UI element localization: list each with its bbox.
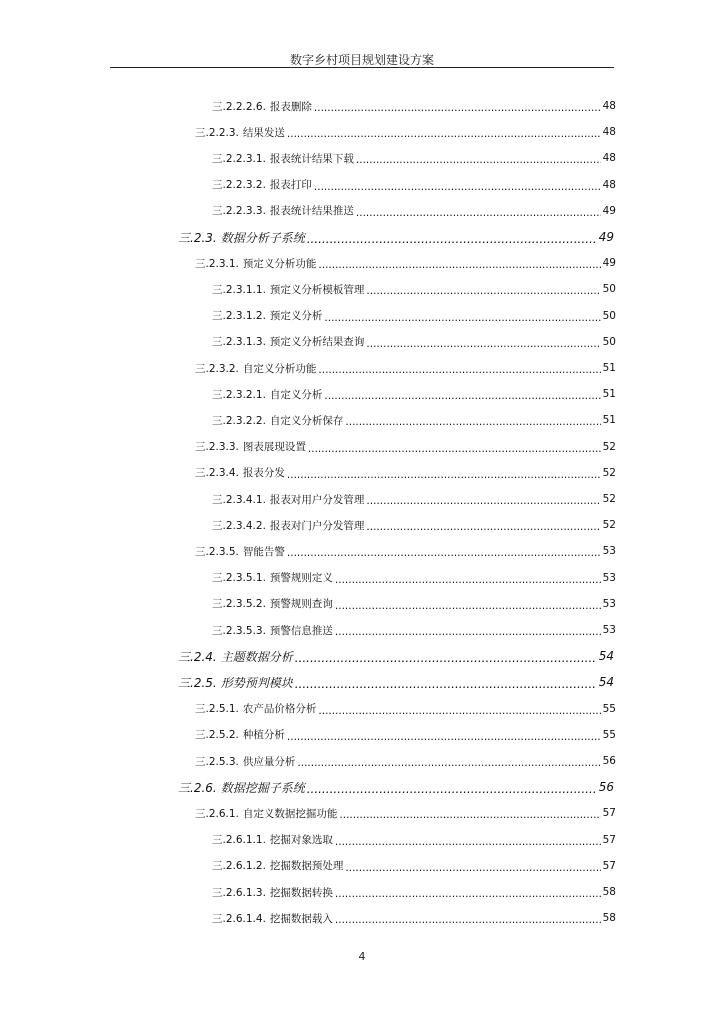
- toc-entry-title: 报表打印: [269, 179, 312, 192]
- toc-entry-number: 三.2.3.4.2.: [212, 519, 266, 532]
- toc-entry[interactable]: [212, 381, 616, 407]
- toc-leader-dots: [314, 102, 601, 114]
- toc-leader-dots: [366, 495, 600, 507]
- toc-entry-number: 三.2.3.2.2.: [212, 414, 266, 427]
- toc-leader-dots: [287, 469, 601, 481]
- toc-entry-number: 三.2.6.: [178, 780, 217, 795]
- toc-entry-number: 三.2.2.3.: [195, 126, 239, 139]
- toc-entry-page: 57: [602, 833, 616, 846]
- toc-entry-number: 三.2.3.5.2.: [212, 598, 266, 611]
- toc-entry-title: 报表统计结果推送: [269, 205, 354, 218]
- toc-entry-number: 三.2.3.1.2.: [212, 310, 266, 323]
- toc-entry-number: 三.2.5.2.: [195, 729, 239, 742]
- toc-leader-dots: [318, 705, 600, 717]
- toc-entry-page: 49: [602, 204, 616, 217]
- toc-entry-title: 预定义分析模板管理: [269, 283, 365, 296]
- toc-entry-page: 57: [602, 859, 616, 872]
- toc-leader-dots: [295, 651, 597, 665]
- toc-leader-dots: [345, 416, 600, 428]
- toc-leader-dots: [335, 836, 601, 848]
- toc-leader-dots: [287, 731, 601, 743]
- toc-entry-title: 形势预判模块: [220, 675, 293, 690]
- toc-entry-page: 49: [598, 230, 614, 244]
- toc-entry-page: 54: [598, 649, 614, 664]
- toc-entry-title: 报表统计结果下载: [269, 152, 354, 165]
- toc-leader-dots: [366, 338, 600, 350]
- toc-entry-title: 自定义分析保存: [269, 414, 344, 427]
- toc-entry-number: 三.2.5.: [178, 675, 217, 690]
- toc-entry-number: 三.2.3.2.: [195, 362, 239, 375]
- toc-entry-title: 农产品价格分析: [242, 703, 317, 716]
- toc-entry-number: 三.2.5.3.: [195, 755, 239, 768]
- toc-entry-title: 挖掘数据载入: [269, 912, 333, 925]
- toc-entry[interactable]: [178, 669, 614, 695]
- toc-entry-page: 50: [602, 335, 616, 348]
- toc-entry[interactable]: [212, 879, 616, 905]
- toc-leader-dots: [324, 312, 600, 324]
- toc-entry-page: 52: [602, 440, 616, 453]
- footer-page-number: 4: [358, 950, 366, 963]
- toc-entry-page: 53: [602, 624, 616, 636]
- toc-entry-number: 三.2.3.3.: [195, 441, 239, 454]
- toc-leader-dots: [345, 862, 600, 874]
- toc-entry-number: 三.2.3.: [178, 230, 217, 245]
- toc-entry-page: 56: [598, 780, 614, 795]
- toc-entry-number: 三.2.3.1.3.: [212, 336, 266, 349]
- toc-entry-number: 三.2.3.4.1.: [212, 493, 266, 506]
- toc-leader-dots: [318, 259, 600, 271]
- toc-entry-title: 结果发送: [242, 126, 285, 139]
- toc-entry[interactable]: [195, 460, 616, 486]
- toc-leader-dots: [324, 390, 600, 402]
- toc-entry-page: 58: [602, 886, 616, 898]
- toc-entry-page: 54: [598, 675, 614, 690]
- toc-leader-dots: [356, 207, 601, 219]
- toc-entry-number: 三.2.6.1.3.: [212, 886, 266, 899]
- toc-entry[interactable]: [212, 827, 616, 853]
- toc-entry-page: 58: [602, 912, 616, 925]
- toc-leader-dots: [339, 809, 600, 821]
- toc-entry-number: 三.2.6.1.2.: [212, 860, 266, 873]
- toc-entry-number: 三.2.6.1.: [195, 807, 239, 820]
- toc-entry[interactable]: [195, 355, 616, 381]
- toc-entry-page: 53: [602, 571, 616, 584]
- toc-entry[interactable]: [178, 643, 614, 669]
- toc-entry-page: 48: [602, 100, 616, 112]
- toc-leader-dots: [295, 677, 597, 691]
- toc-entry-page: 52: [602, 493, 616, 505]
- toc-entry-title: 智能告警: [242, 545, 285, 558]
- toc-entry-title: 种植分析: [242, 729, 285, 742]
- toc-entry-page: 53: [602, 597, 616, 610]
- toc-leader-dots: [335, 574, 601, 586]
- toc-entry[interactable]: [195, 434, 616, 460]
- toc-entry-page: 48: [602, 178, 616, 191]
- toc-entry-page: 52: [602, 519, 616, 532]
- toc-entry[interactable]: [212, 905, 616, 931]
- toc-entry[interactable]: [212, 591, 616, 617]
- toc-leader-dots: [366, 521, 600, 533]
- toc-leader-dots: [335, 600, 601, 612]
- toc-leader-dots: [297, 757, 600, 769]
- toc-entry-number: 三.2.3.5.3.: [212, 624, 266, 637]
- toc-entry-title: 自定义分析功能: [242, 362, 317, 375]
- toc-entry[interactable]: [212, 565, 616, 591]
- toc-entry-number: 三.2.6.1.4.: [212, 912, 266, 925]
- toc-entry-title: 报表对用户分发管理: [269, 493, 365, 506]
- toc-entry[interactable]: [195, 250, 616, 276]
- toc-entry[interactable]: [195, 748, 616, 774]
- toc-entry-title: 主题数据分析: [220, 649, 293, 664]
- toc-entry-title: 图表展现设置: [242, 441, 306, 454]
- toc-entry-page: 50: [602, 309, 616, 322]
- header-title: 数字乡村项目规划建设方案: [289, 53, 434, 67]
- toc-entry-page: 55: [602, 702, 616, 715]
- toc-entry-title: 自定义数据挖掘功能: [242, 807, 338, 820]
- toc-entry-title: 供应量分析: [242, 755, 296, 768]
- toc-entry-page: 49: [602, 257, 616, 270]
- toc-entry-page: 50: [602, 283, 616, 296]
- toc-entry-title: 自定义分析: [269, 388, 323, 401]
- toc-entry[interactable]: [195, 722, 616, 748]
- toc-entry[interactable]: [212, 853, 616, 879]
- toc-entry-number: 三.2.2.3.2.: [212, 179, 266, 192]
- toc-leader-dots: [307, 232, 597, 246]
- toc-entry-number: 三.2.2.2.6.: [212, 100, 266, 113]
- toc-entry-title: 报表分发: [242, 467, 285, 480]
- toc-entry-number: 三.2.2.3.1.: [212, 152, 266, 165]
- toc-entry-title: 报表对门户分发管理: [269, 519, 365, 532]
- toc-entry-number: 三.2.3.1.: [195, 257, 239, 270]
- toc-entry[interactable]: [212, 407, 616, 433]
- toc-entry-number: 三.2.3.5.1.: [212, 572, 266, 585]
- toc-entry-page: 57: [602, 807, 616, 820]
- toc-entry-title: 预警信息推送: [269, 624, 333, 637]
- toc-entry[interactable]: [212, 617, 616, 643]
- toc-entry[interactable]: [212, 172, 616, 198]
- toc-entry-page: 56: [602, 755, 616, 767]
- toc-leader-dots: [366, 285, 600, 297]
- toc-entry-number: 三.2.6.1.1.: [212, 834, 266, 847]
- toc-entry[interactable]: [212, 486, 616, 512]
- toc-entry[interactable]: [212, 93, 616, 119]
- toc-entry-number: 三.2.3.2.1.: [212, 388, 266, 401]
- toc-entry[interactable]: [212, 198, 616, 224]
- toc-entry-title: 预定义分析功能: [242, 257, 317, 270]
- toc-entry-page: 48: [602, 152, 616, 165]
- toc-entry-number: 三.2.2.3.3.: [212, 205, 266, 218]
- toc-entry-number: 三.2.3.4.: [195, 467, 239, 480]
- toc-leader-dots: [308, 443, 601, 455]
- toc-entry[interactable]: [195, 119, 616, 145]
- header-rule: [110, 67, 614, 68]
- toc-leader-dots: [307, 782, 597, 796]
- toc-entry-title: 挖掘对象选取: [269, 834, 333, 847]
- toc-entry-page: 51: [602, 414, 616, 427]
- toc-entry-page: 52: [602, 466, 616, 479]
- toc-leader-dots: [287, 547, 601, 559]
- toc-leader-dots: [356, 154, 601, 166]
- toc-leader-dots: [335, 914, 601, 926]
- toc-entry-number: 三.2.3.1.1.: [212, 283, 266, 296]
- toc-entry-title: 挖掘数据预处理: [269, 860, 344, 873]
- toc-entry-title: 预定义分析结果查询: [269, 336, 365, 349]
- toc-entry[interactable]: [212, 303, 616, 329]
- toc-entry-page: 53: [602, 545, 616, 558]
- toc-entry[interactable]: [212, 145, 616, 171]
- toc-entry[interactable]: [195, 696, 616, 722]
- toc-entry[interactable]: [212, 512, 616, 538]
- toc-entry-number: 三.2.5.1.: [195, 703, 239, 716]
- toc-entry-number: 三.2.3.5.: [195, 545, 239, 558]
- toc-entry-number: 三.2.4.: [178, 649, 217, 664]
- toc-entry-title: 挖掘数据转换: [269, 886, 333, 899]
- toc-leader-dots: [335, 888, 601, 900]
- toc-entry-page: 51: [602, 362, 616, 374]
- toc-entry[interactable]: [212, 276, 616, 302]
- toc-entry[interactable]: [195, 538, 616, 564]
- toc-entry-title: 报表删除: [269, 100, 312, 113]
- toc-entry[interactable]: [178, 224, 614, 250]
- toc-leader-dots: [318, 364, 600, 376]
- toc-leader-dots: [314, 181, 601, 193]
- toc-entry-page: 55: [602, 728, 616, 741]
- toc-entry-page: 48: [602, 126, 616, 139]
- toc-entry-title: 预定义分析: [269, 310, 323, 323]
- toc-entry-page: 51: [602, 388, 616, 401]
- toc-entry-title: 预警规则查询: [269, 598, 333, 611]
- toc-entry-title: 数据挖掘子系统: [220, 780, 305, 795]
- toc-entry[interactable]: [212, 329, 616, 355]
- toc-entry-title: 数据分析子系统: [220, 230, 305, 245]
- toc-leader-dots: [287, 128, 601, 140]
- toc-entry[interactable]: [178, 774, 614, 800]
- toc-entry-title: 预警规则定义: [269, 572, 333, 585]
- toc-leader-dots: [335, 626, 601, 638]
- toc-entry[interactable]: [195, 800, 616, 826]
